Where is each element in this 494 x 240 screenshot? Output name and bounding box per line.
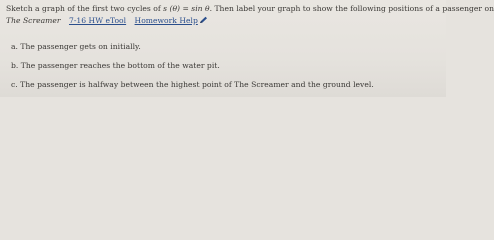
list-item-b: b. The passenger reaches the bottom of the water pit. (11, 61, 220, 70)
instruction-prefix: Sketch a graph of the first two cycles of (6, 4, 164, 13)
list-item-a: a. The passenger gets on initially. (11, 42, 141, 51)
pencil-icon (199, 16, 208, 24)
ride-name: The Screamer (6, 16, 61, 25)
etool-link[interactable]: 7-16 HW eTool (68, 16, 127, 25)
instruction-suffix: . Then label your graph to show the following positions of a passenger on (209, 4, 494, 13)
instruction-formula: s (θ) = sin θ (163, 4, 210, 13)
ride-line (6, 16, 208, 25)
instruction-line (6, 4, 494, 13)
homework-help-label: Homework Help (134, 16, 198, 25)
worksheet-page (0, 0, 494, 97)
list-item-c: c. The passenger is halfway between the highest point of The Screamer and the ground level. (11, 80, 374, 89)
homework-help-link[interactable] (135, 16, 208, 25)
